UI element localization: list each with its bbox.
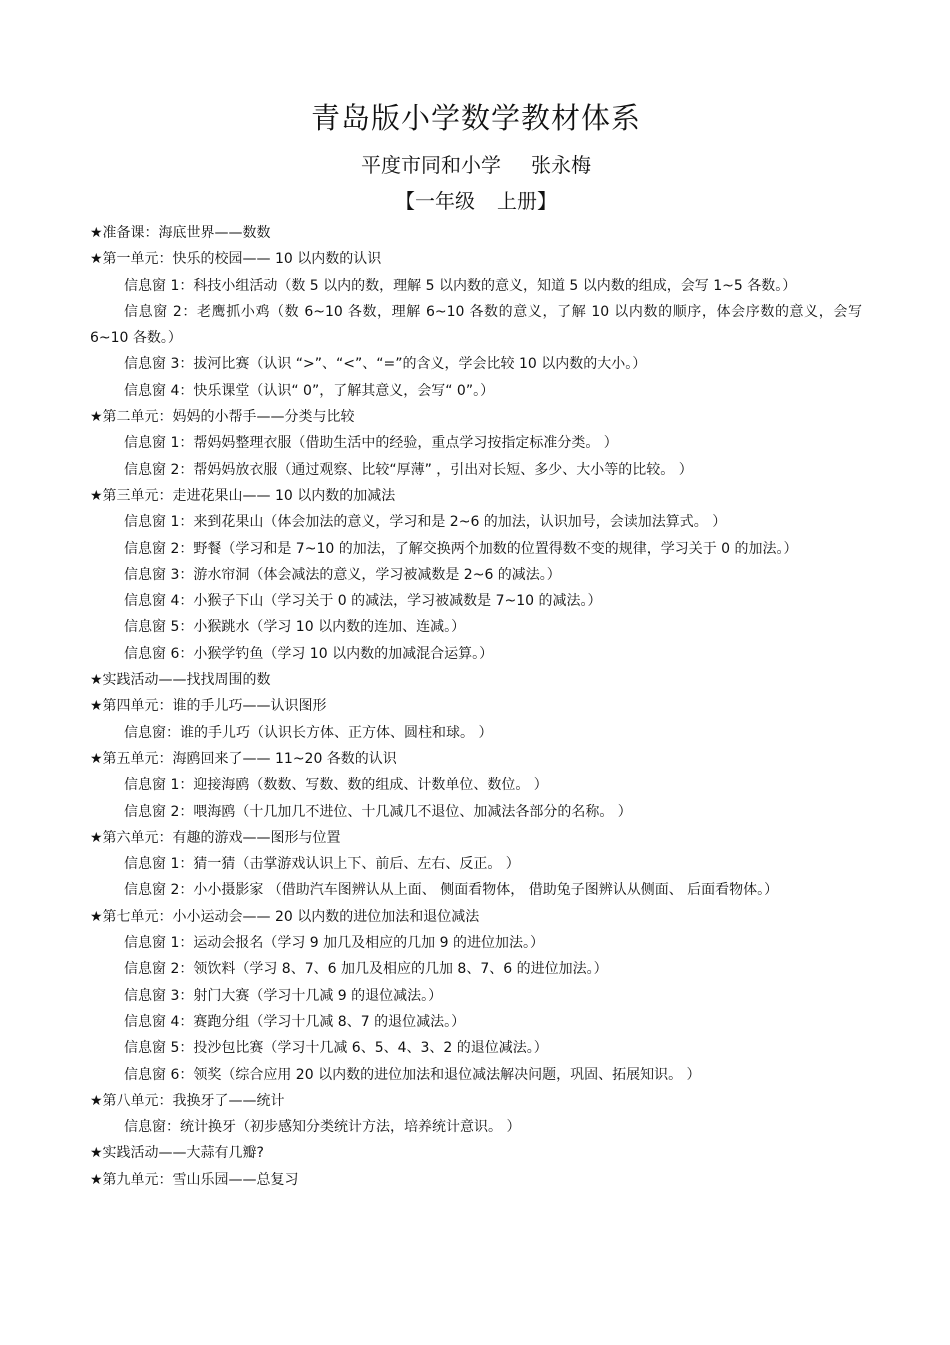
info-window-item: 信息窗 1：帮妈妈整理衣服（借助生活中的经验，重点学习按指定标准分类。 ） [124,435,618,452]
info-window-item: 信息窗 1：科技小组活动（数 5 以内的数，理解 5 以内数的意义，知道 5 以内数的组成，会写 1~5 各数。） [124,277,797,294]
unit-heading: ★第五单元：海鸥回来了—— 11~20 各数的认识 [90,750,397,767]
page-title: 青岛版小学数学教材体系 [310,101,641,135]
info-window-item: 信息窗 1：猜一猜（击掌游戏认识上下、前后、左右、反正。 ） [124,856,520,873]
info-window-item: 信息窗 3：游水帘洞（体会减法的意义，学习被减数是 2~6 的减法。） [124,566,561,583]
info-window-item: 信息窗 2：老鹰抓小鸡（数 6~10 各数，理解 6~10 各数的意义，了解 10 以内数的顺序，体会序数的意义，会写 6~10 各数。） [90,303,862,347]
info-window-item: 信息窗 3：射门大赛（学习十几减 9 的退位减法。） [124,987,443,1004]
unit-heading: ★第七单元：小小运动会—— 20 以内数的进位加法和退位减法 [90,908,480,925]
info-window-item: 信息窗 6：小猴学钓鱼（学习 10 以内数的加减混合运算。） [124,645,494,662]
info-window-item: 信息窗：统计换牙（初步感知分类统计方法，培养统计意识。 ） [124,1119,521,1136]
info-window-item: 信息窗 4：小猴子下山（学习关于 0 的减法，学习被减数是 7~10 的减法。） [124,593,602,610]
unit-heading: ★实践活动——找找周围的数 [90,672,271,689]
unit-heading: ★第八单元：我换牙了——统计 [90,1092,285,1109]
info-window-item: 信息窗 4：快乐课堂（认识“ 0”，了解其意义，会写“ 0”。） [124,382,495,399]
grade-heading [90,184,862,218]
grade-label: 【一年级 [395,189,475,213]
unit-heading: ★第四单元：谁的手儿巧——认识图形 [90,698,327,715]
term-label: 上册】 [497,189,557,213]
author-line [90,148,862,182]
info-window-item: 信息窗 5：小猴跳水（学习 10 以内数的连加、连减。） [124,619,466,636]
info-window-item: 信息窗 6：领奖（综合应用 20 以内数的进位加法和退位减法解决问题，巩固、拓展知识。 ） [124,1066,701,1083]
info-window-item: 信息窗 2：领饮料（学习 8、7、6 加几及相应的几加 8、7、6 的进位加法。） [124,961,608,978]
unit-heading: ★第二单元：妈妈的小帮手——分类与比较 [90,409,355,426]
school-name: 平度市同和小学 [361,153,501,177]
unit-heading: ★准备课：海底世界——数数 [90,225,271,241]
unit-heading: ★第六单元：有趣的游戏——图形与位置 [90,829,341,846]
unit-heading: ★第一单元：快乐的校园—— 10 以内数的认识 [90,251,382,268]
info-window-item: 信息窗 1：来到花果山（体会加法的意义，学习和是 2~6 的加法，认识加号，会读加法算式。 ） [124,514,727,531]
unit-heading: ★第九单元：雪山乐园——总复习 [90,1171,299,1188]
info-window-item: 信息窗 2：小小摄影家 （借助汽车图辨认从上面、 侧面看物体， 借助兔子图辨认从侧面、 后面看物体。） [124,882,779,899]
info-window-item: 信息窗 2：帮妈妈放衣服（通过观察、比较“厚薄” ，引出对长短、多少、大小等的比较。 ） [124,461,693,478]
unit-heading: ★实践活动——大蒜有几瓣? [90,1145,264,1162]
info-window-item: 信息窗 5：投沙包比赛（学习十几减 6、5、4、3、2 的退位减法。） [124,1040,548,1057]
info-window-item: 信息窗 3：拔河比赛（认识 “>”、“<”、“=”的含义，学会比较 10 以内数的大小。） [124,356,647,373]
syllabus-content [90,220,862,1193]
info-window-item: 信息窗 1：迎接海鸥（数数、写数、数的组成、计数单位、数位。 ） [124,777,548,794]
author-name: 张永梅 [531,153,591,177]
info-window-item: 信息窗：谁的手儿巧（认识长方体、正方体、圆柱和球。 ） [124,724,493,741]
info-window-item: 信息窗 2：野餐（学习和是 7~10 的加法，了解交换两个加数的位置得数不变的规律，学习关于 0 的加法。） [124,540,798,557]
info-window-item: 信息窗 4：赛跑分组（学习十几减 8、7 的退位减法。） [124,1013,466,1030]
unit-heading: ★第三单元：走进花果山—— 10 以内数的加减法 [90,487,396,504]
info-window-item: 信息窗 1：运动会报名（学习 9 加几及相应的几加 9 的进位加法。） [124,935,544,952]
info-window-item: 信息窗 2：喂海鸥（十几加几不进位、十几减几不退位、加减法各部分的名称。 ） [124,803,632,820]
